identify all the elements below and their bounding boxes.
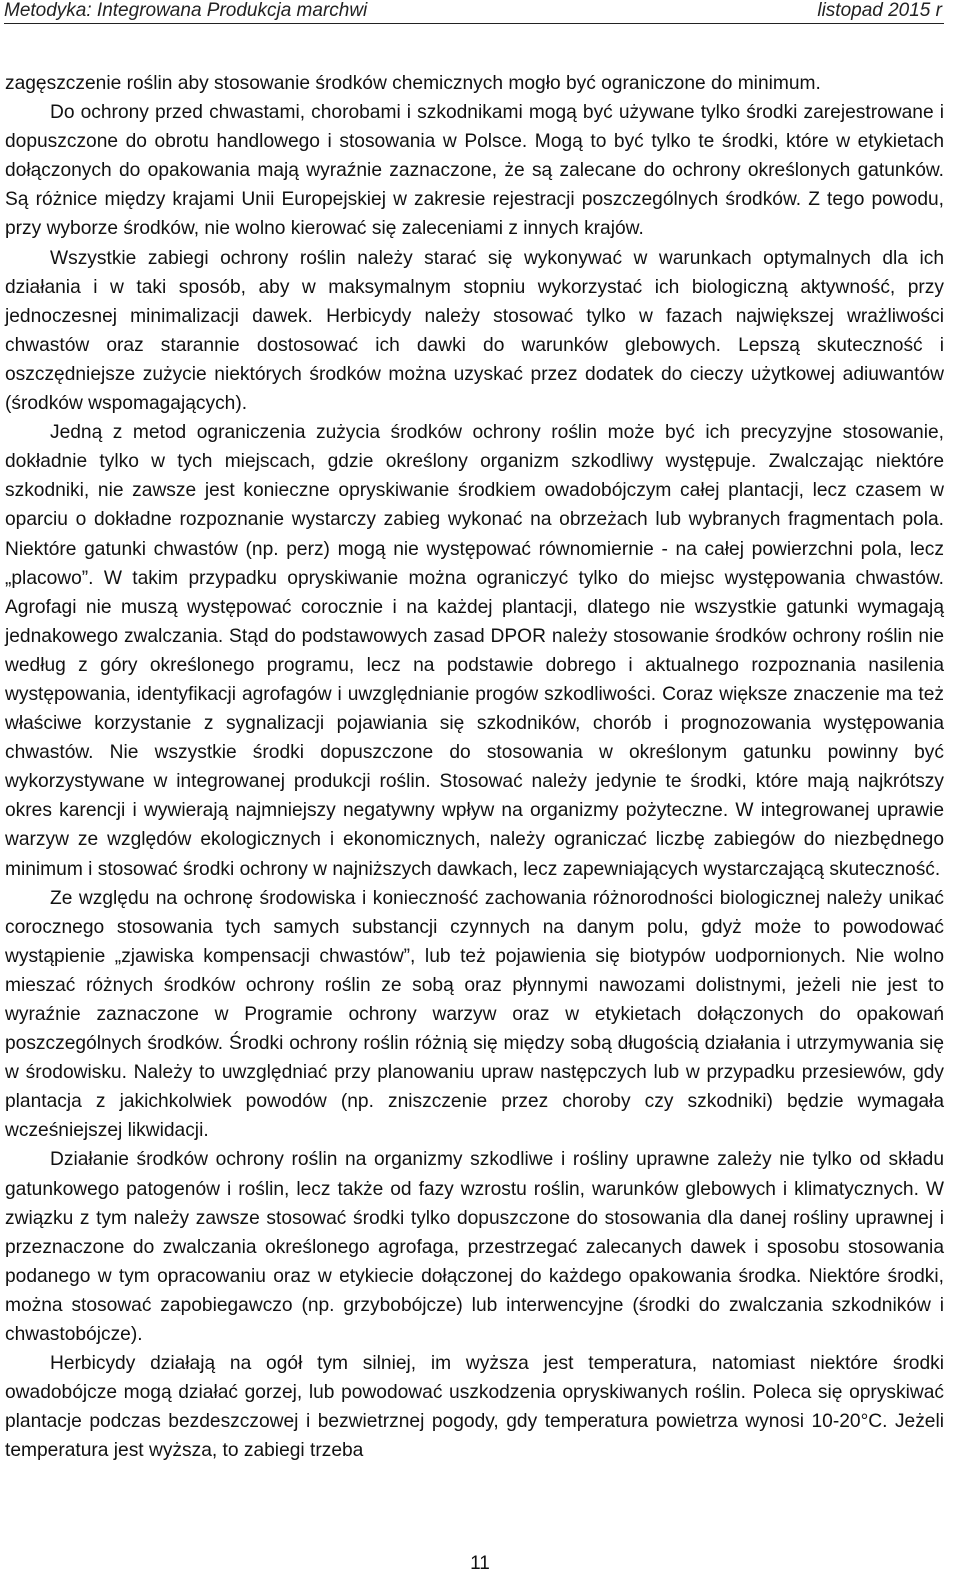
paragraph: Ze względu na ochronę środowiska i konieczność zachowania różnorodności biologicznej należy unikać corocznego stosowania tych samych substancji czynnych na danym polu, gdyż może to powodować wystąpienie „zjawiska kompensacji chwastów”, lub też pojawienia się biotypów uodpornionych. Nie wolno mieszać różnych środków ochrony roślin ze sobą oraz płynnymi nawozami dolistnymi, jeżeli nie jest to wyraźnie zaznaczone w Programie ochrony warzyw oraz w etykietach dołączonych do opakowań poszczególnych środków. Środki ochrony roślin różnią się między sobą długością działania i utrzymywania się w środowisku. Należy to uwzględniać przy planowaniu upraw następczych lub w przypadku przesiewów, gdy plantacja z jakichkolwiek powodów (np. zniszczenie przez choroby czy szkodniki) będzie wymagała wcześniejszej likwidacji. [5, 887, 944, 1142]
paragraph: Do ochrony przed chwastami, chorobami i szkodnikami mogą być używane tylko środki zarejestrowane i dopuszczone do obrotu handlowego i stosowania w Polsce. Mogą to być tylko te środki, które w etykietach dołączonych do opakowania mają wyraźnie zaznaczone, że są zalecane do ochrony określonych gatunków. Są różnice między krajami Unii Europejskiej w zakresie rejestracji poszczególnych środków. Z tego powodu, przy wyborze środków, nie wolno kierować się zaleceniami z innych krajów. [5, 102, 944, 240]
running-header [4, 0, 942, 22]
paragraph: Jedną z metod ograniczenia zużycia środków ochrony roślin może być ich precyzyjne stosowanie, dokładnie tylko w tych miejscach, gdzie określony organizm szkodliwy występuje. Zwalczając niektóre szkodniki, nie zawsze jest konieczne opryskiwanie środkiem owadobójczym całej plantacji, lecz czasem w oparciu o dokładne rozpoznanie wystarczy zabieg wykonać na obrzeżach lub wybranych fragmentach pola. Niektóre gatunki chwastów (np. perz) mogą nie występować równomiernie - na całej powierzchni pola, lecz „placowo”. W takim przypadku opryskiwanie można ograniczyć tylko do miejsc występowania chwastów. Agrofagi nie muszą występować corocznie i na każdej plantacji, dlatego nie wszystkie gatunki wymagają jednakowego zwalczania. Stąd do podstawowych zasad DPOR należy stosowanie środków ochrony roślin nie według z góry określonego programu, lecz na podstawie dobrego i aktualnego rozpoznania nasilenia występowania, identyfikacji agrofagów i uwzględnianie progów szkodliwości. Coraz większe znaczenie ma też właściwe korzystanie z sygnalizacji pojawiania się szkodników, chorób i prognozowania występowania chwastów. Nie wszystkie środki dopuszczone do stosowania w określonym gatunku powinny być wykorzystywane w integrowanej produkcji roślin. Stosować należy jedynie te środki, które mają najkrótszy okres karencji i wywierają najmniejszy negatywny wpływ na organizmy pożyteczne. W integrowanej uprawie warzyw ze względów ekologicznych i ekonomicznych, należy ograniczać liczbę zabiegów do niezbędnego minimum i stosować środki ochrony w najniższych dawkach, lecz zapewniających wystarczającą skuteczność. [5, 422, 944, 880]
paragraph: Działanie środków ochrony roślin na organizmy szkodliwe i rośliny uprawne zależy nie tylko od składu gatunkowego patogenów i roślin, lecz także od fazy wzrostu roślin, warunków glebowych i klimatycznych. W związku z tym należy zawsze stosować środki tylko dopuszczone do stosowania dla danej rośliny uprawnej i przeznaczone do zwalczania określonego agrofaga, przestrzegać zalecanych dawek i sposobu stosowania podanego w tym opracowaniu oraz w etykiecie dołączonej do każdego opakowania środka. Niektóre środki, można stosować zapobiegawczo (np. grzybobójcze) lub interwencyjne (środki do zwalczania szkodników i chwastobójcze). [5, 1149, 944, 1346]
header-date: listopad 2015 r [817, 0, 942, 21]
header-divider [4, 23, 944, 24]
paragraph: Wszystkie zabiegi ochrony roślin należy starać się wykonywać w warunkach optymalnych dla ich działania i w taki sposób, aby w maksymalnym stopniu wykorzystać ich biologiczną aktywność, przy jednoczesnej minimalizacji dawek. Herbicydy należy stosować tylko w fazach największej wrażliwości chwastów oraz starannie dostosować ich dawki do warunków glebowych. Lepszą skuteczność i oszczędniejsze zużycie niektórych środków można uzyskać przez dodatek do cieczy użytkowej adiuwantów (środków wspomagających). [5, 247, 944, 415]
header-title: Metodyka: Integrowana Produkcja marchwi [4, 0, 368, 21]
paragraph: zagęszczenie roślin aby stosowanie środków chemicznych mogło być ograniczone do minimum. [5, 73, 821, 94]
body-text [5, 69, 944, 1466]
page-number: 11 [470, 1553, 490, 1574]
paragraph: Herbicydy działają na ogół tym silniej, im wyższa jest temperatura, natomiast niektóre środki owadobójcze mogą działać gorzej, lub powodować uszkodzenia opryskiwanych roślin. Poleca się opryskiwać plantacje podczas bezdeszczowej i bezwietrznej pogody, gdy temperatura powietrza wynosi 10-20°C. Jeżeli temperatura jest wyższa, to zabiegi trzeba [5, 1353, 944, 1462]
